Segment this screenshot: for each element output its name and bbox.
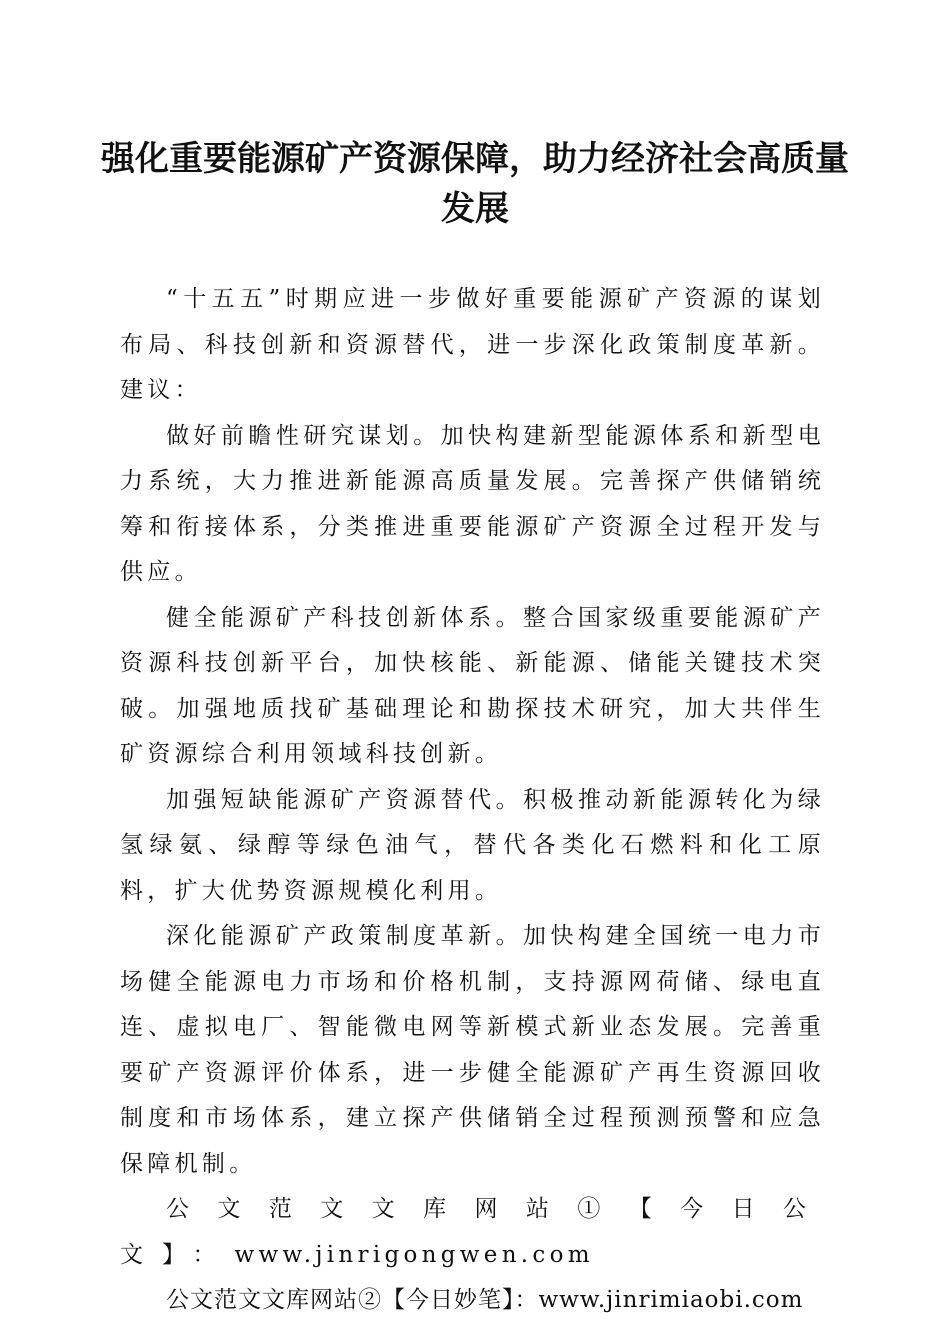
footer-website-1 — [120, 1187, 825, 1278]
paragraph-resource-substitution: 加强短缺能源矿产资源替代。积极推动新能源转化为绿氢绿氨、绿醇等绿色油气，替代各类化石燃料和化工原料，扩大优势资源规模化利用。 — [120, 786, 825, 904]
document-title: 强化重要能源矿产资源保障，助力经济社会高质量发展 — [101, 139, 849, 229]
footer-website-1-url[interactable]: www.jinrigongwen.com — [234, 1241, 594, 1268]
footer-website-1-label: 公文范文文库网站①【今日公文】： — [120, 1196, 825, 1268]
paragraph-policy-reform: 深化能源矿产政策制度革新。加快构建全国统一电力市场健全能源电力市场和价格机制，支持源网荷储、绿电直连、虚拟电厂、智能微电网等新模式新业态发展。完善重要矿产资源评价体系，进一步健全能源矿产再生资源回收制度和市场体系，建立探产供储销全过程预测预警和应急保障机制。 — [120, 923, 825, 1177]
paragraph-tech-innovation: 健全能源矿产科技创新体系。整合国家级重要能源矿产资源科技创新平台，加快核能、新能源、储能关键技术突破。加强地质找矿基础理论和勘探技术研究，加大共伴生矿资源综合利用领域科技创新。 — [120, 604, 825, 767]
document-body — [120, 277, 825, 1324]
paragraph-research-planning: 做好前瞻性研究谋划。加快构建新型能源体系和新型电力系统，大力推进新能源高质量发展。完善探产供储销统筹和衔接体系，分类推进重要能源矿产资源全过程开发与供应。 — [120, 422, 825, 585]
paragraph-intro: “十五五”时期应进一步做好重要能源矿产资源的谋划布局、科技创新和资源替代，进一步深化政策制度革新。建议： — [120, 286, 825, 403]
footer-website-2: 公文范文文库网站②【今日妙笔】：www.jinrimiaobi.com — [166, 1287, 804, 1313]
